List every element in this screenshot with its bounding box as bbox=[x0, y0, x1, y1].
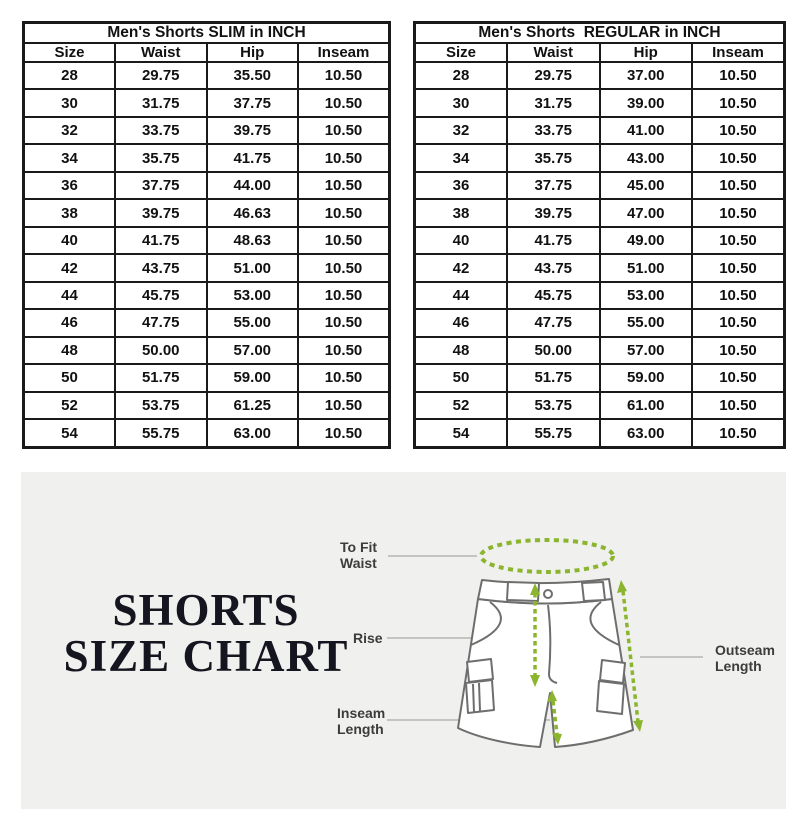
table-row bbox=[24, 392, 390, 419]
table-cell: 10.50 bbox=[692, 144, 785, 171]
waist-button bbox=[544, 590, 552, 598]
column-header: Inseam bbox=[692, 43, 785, 62]
table-cell: 63.00 bbox=[207, 419, 299, 447]
label-line: Waist bbox=[340, 555, 377, 572]
column-header: Size bbox=[415, 43, 508, 62]
diagram-title-line: SHORTS bbox=[112, 585, 300, 635]
table-cell: 40 bbox=[24, 227, 116, 254]
column-header: Waist bbox=[115, 43, 207, 62]
table-cell: 45.75 bbox=[507, 282, 600, 309]
table-row bbox=[415, 199, 785, 226]
table-cell: 10.50 bbox=[692, 254, 785, 281]
table-cell: 37.75 bbox=[507, 172, 600, 199]
table-row bbox=[415, 254, 785, 281]
table-cell: 10.50 bbox=[298, 337, 390, 364]
table-cell: 44 bbox=[415, 282, 508, 309]
table-header-row bbox=[24, 43, 390, 62]
diagram-panel bbox=[21, 472, 786, 809]
table-cell: 36 bbox=[24, 172, 116, 199]
table-cell: 43.75 bbox=[507, 254, 600, 281]
table-cell: 10.50 bbox=[692, 282, 785, 309]
column-header: Hip bbox=[600, 43, 693, 62]
table-cell: 10.50 bbox=[692, 62, 785, 89]
table-row bbox=[24, 89, 390, 116]
table-cell: 53.75 bbox=[507, 392, 600, 419]
table-cell: 10.50 bbox=[298, 62, 390, 89]
table-cell: 39.75 bbox=[115, 199, 207, 226]
column-header: Waist bbox=[507, 43, 600, 62]
table-row bbox=[24, 199, 390, 226]
table-cell: 10.50 bbox=[298, 227, 390, 254]
table-cell: 10.50 bbox=[298, 254, 390, 281]
table-cell: 31.75 bbox=[115, 89, 207, 116]
table-cell: 30 bbox=[415, 89, 508, 116]
table-cell: 41.75 bbox=[115, 227, 207, 254]
table-cell: 55.00 bbox=[600, 309, 693, 336]
table-cell: 47.75 bbox=[507, 309, 600, 336]
table-cell: 10.50 bbox=[298, 419, 390, 447]
table-cell: 10.50 bbox=[298, 392, 390, 419]
table-cell: 59.00 bbox=[600, 364, 693, 391]
table-cell: 37.75 bbox=[115, 172, 207, 199]
table-cell: 46 bbox=[415, 309, 508, 336]
table-cell: 10.50 bbox=[692, 227, 785, 254]
table-cell: 55.75 bbox=[115, 419, 207, 447]
table-cell: 10.50 bbox=[298, 199, 390, 226]
diagram-title-line: SIZE CHART bbox=[63, 631, 349, 682]
table-row bbox=[24, 62, 390, 89]
label-line: Length bbox=[715, 658, 762, 675]
table-cell: 10.50 bbox=[298, 309, 390, 336]
column-header: Hip bbox=[207, 43, 299, 62]
table-cell: 42 bbox=[24, 254, 116, 281]
table-row bbox=[24, 172, 390, 199]
table-cell: 53.00 bbox=[600, 282, 693, 309]
table-cell: 48 bbox=[415, 337, 508, 364]
table-row bbox=[415, 337, 785, 364]
table-cell: 53.75 bbox=[115, 392, 207, 419]
outseam-arrowhead-down bbox=[633, 720, 643, 732]
cargo-pleat bbox=[473, 684, 474, 712]
label-line: Inseam bbox=[337, 705, 386, 721]
table-title: Men's Shorts REGULAR in INCH bbox=[415, 23, 785, 44]
table-cell: 10.50 bbox=[692, 172, 785, 199]
outseam-arrowhead-up bbox=[617, 580, 627, 593]
table-cell: 51.00 bbox=[207, 254, 299, 281]
table-row bbox=[415, 364, 785, 391]
table-cell: 34 bbox=[24, 144, 116, 171]
table-cell: 50 bbox=[415, 364, 508, 391]
size-chart-table-regular bbox=[413, 21, 786, 449]
table-cell: 29.75 bbox=[507, 62, 600, 89]
table-cell: 33.75 bbox=[115, 117, 207, 144]
table-cell: 10.50 bbox=[692, 199, 785, 226]
table-cell: 53.00 bbox=[207, 282, 299, 309]
table-cell: 35.75 bbox=[507, 144, 600, 171]
table-cell: 52 bbox=[415, 392, 508, 419]
label-line: Outseam bbox=[715, 642, 775, 658]
table-cell: 44 bbox=[24, 282, 116, 309]
table-cell: 10.50 bbox=[692, 309, 785, 336]
table-cell: 31.75 bbox=[507, 89, 600, 116]
table-cell: 38 bbox=[24, 199, 116, 226]
table-cell: 10.50 bbox=[692, 392, 785, 419]
table-title-row bbox=[415, 23, 785, 44]
table-cell: 33.75 bbox=[507, 117, 600, 144]
table-cell: 41.75 bbox=[207, 144, 299, 171]
table-cell: 43.75 bbox=[115, 254, 207, 281]
table-row bbox=[415, 89, 785, 116]
cargo-flap-right bbox=[600, 660, 625, 683]
table-cell: 47.75 bbox=[115, 309, 207, 336]
table-cell: 50.00 bbox=[115, 337, 207, 364]
table-row bbox=[415, 309, 785, 336]
table-row bbox=[415, 172, 785, 199]
table-cell: 46 bbox=[24, 309, 116, 336]
table-cell: 34 bbox=[415, 144, 508, 171]
belt-loop bbox=[582, 582, 605, 601]
table-cell: 57.00 bbox=[207, 337, 299, 364]
table-row bbox=[415, 419, 785, 447]
table-cell: 51.75 bbox=[507, 364, 600, 391]
label-line: Rise bbox=[353, 630, 383, 646]
table-cell: 10.50 bbox=[692, 419, 785, 447]
waist-ellipse bbox=[481, 540, 613, 572]
table-cell: 29.75 bbox=[115, 62, 207, 89]
table-cell: 47.00 bbox=[600, 199, 693, 226]
table-cell: 51.75 bbox=[115, 364, 207, 391]
table-cell: 10.50 bbox=[692, 337, 785, 364]
table-cell: 10.50 bbox=[298, 172, 390, 199]
table-cell: 10.50 bbox=[298, 364, 390, 391]
table-cell: 10.50 bbox=[692, 89, 785, 116]
table-cell: 10.50 bbox=[298, 117, 390, 144]
table-cell: 50.00 bbox=[507, 337, 600, 364]
table-cell: 50 bbox=[24, 364, 116, 391]
shorts-outline bbox=[458, 579, 633, 747]
table-title: Men's Shorts SLIM in INCH bbox=[24, 23, 390, 44]
table-cell: 40 bbox=[415, 227, 508, 254]
table-cell: 28 bbox=[415, 62, 508, 89]
table-cell: 52 bbox=[24, 392, 116, 419]
table-cell: 37.75 bbox=[207, 89, 299, 116]
table-cell: 57.00 bbox=[600, 337, 693, 364]
cargo-pleat bbox=[479, 683, 480, 711]
table-row bbox=[24, 364, 390, 391]
table-row bbox=[24, 419, 390, 447]
table-row bbox=[415, 62, 785, 89]
table-row bbox=[415, 117, 785, 144]
table-cell: 48 bbox=[24, 337, 116, 364]
table-cell: 38 bbox=[415, 199, 508, 226]
table-row bbox=[24, 309, 390, 336]
table-cell: 49.00 bbox=[600, 227, 693, 254]
table-cell: 44.00 bbox=[207, 172, 299, 199]
table-cell: 39.75 bbox=[207, 117, 299, 144]
cargo-flap-left bbox=[467, 659, 493, 682]
table-cell: 55.00 bbox=[207, 309, 299, 336]
table-cell: 54 bbox=[415, 419, 508, 447]
table-cell: 63.00 bbox=[600, 419, 693, 447]
table-cell: 36 bbox=[415, 172, 508, 199]
table-cell: 45.75 bbox=[115, 282, 207, 309]
table-row bbox=[415, 144, 785, 171]
table-row bbox=[24, 337, 390, 364]
table-cell: 48.63 bbox=[207, 227, 299, 254]
table-row bbox=[24, 144, 390, 171]
table-cell: 10.50 bbox=[692, 117, 785, 144]
table-row bbox=[415, 392, 785, 419]
table-row bbox=[24, 227, 390, 254]
table-cell: 51.00 bbox=[600, 254, 693, 281]
table-row bbox=[24, 117, 390, 144]
label-line: Length bbox=[337, 721, 384, 738]
size-chart-table-slim bbox=[22, 21, 391, 449]
table-cell: 10.50 bbox=[298, 282, 390, 309]
table-cell: 39.00 bbox=[600, 89, 693, 116]
table-row bbox=[415, 282, 785, 309]
table-cell: 45.00 bbox=[600, 172, 693, 199]
table-cell: 35.50 bbox=[207, 62, 299, 89]
table-title-row bbox=[24, 23, 390, 44]
table-cell: 41.75 bbox=[507, 227, 600, 254]
table-cell: 37.00 bbox=[600, 62, 693, 89]
table-cell: 59.00 bbox=[207, 364, 299, 391]
table-cell: 39.75 bbox=[507, 199, 600, 226]
table-row bbox=[24, 282, 390, 309]
table-cell: 42 bbox=[415, 254, 508, 281]
table-cell: 43.00 bbox=[600, 144, 693, 171]
table-row bbox=[24, 254, 390, 281]
table-cell: 28 bbox=[24, 62, 116, 89]
table-cell: 54 bbox=[24, 419, 116, 447]
table-cell: 61.25 bbox=[207, 392, 299, 419]
table-header-row bbox=[415, 43, 785, 62]
table-cell: 32 bbox=[24, 117, 116, 144]
table-cell: 46.63 bbox=[207, 199, 299, 226]
table-cell: 32 bbox=[415, 117, 508, 144]
cargo-pocket-right bbox=[597, 681, 624, 714]
table-cell: 55.75 bbox=[507, 419, 600, 447]
column-header: Inseam bbox=[298, 43, 390, 62]
table-cell: 61.00 bbox=[600, 392, 693, 419]
table-cell: 41.00 bbox=[600, 117, 693, 144]
table-cell: 35.75 bbox=[115, 144, 207, 171]
column-header: Size bbox=[24, 43, 116, 62]
table-cell: 10.50 bbox=[298, 144, 390, 171]
table-row bbox=[415, 227, 785, 254]
table-cell: 10.50 bbox=[298, 89, 390, 116]
label-line: To Fit bbox=[340, 539, 378, 555]
table-cell: 30 bbox=[24, 89, 116, 116]
shorts-illustration bbox=[21, 472, 786, 809]
table-cell: 10.50 bbox=[692, 364, 785, 391]
